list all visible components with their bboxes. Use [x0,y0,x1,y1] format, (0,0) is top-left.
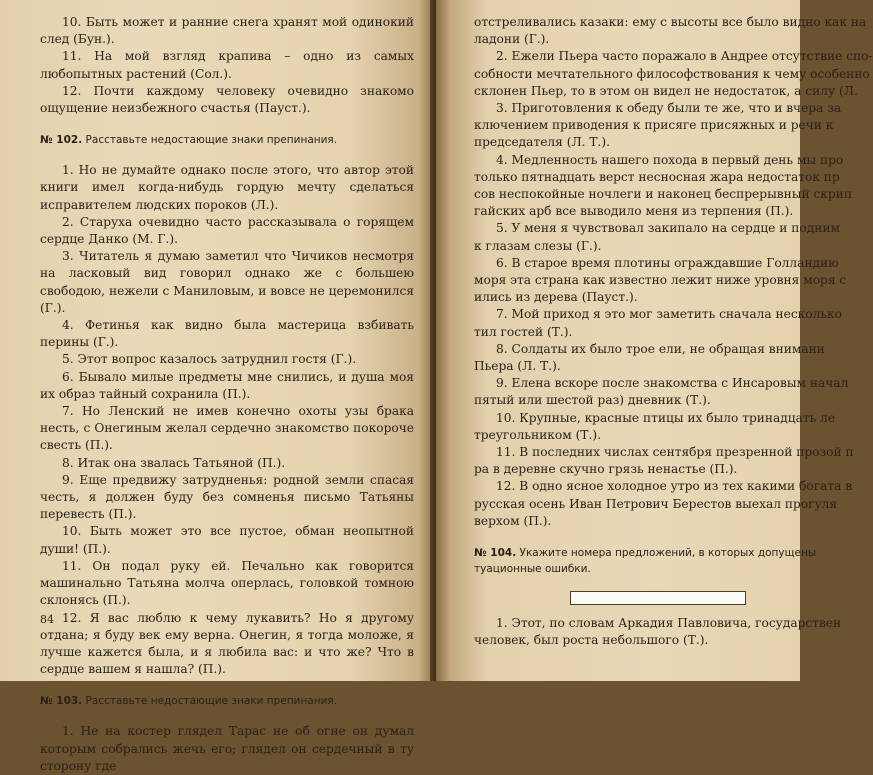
text-line: председателя (Л. Т.). [474,135,611,150]
exercise-item: 1. Но не думайте однако после этого, что автор этой книги имел когда-нибудь гордую мечту сделаться исправителем людских пороков (Л.). [40,163,414,212]
exercise-item [474,615,842,649]
text-line: 11. В последних числах сентября презренной прозой п [496,445,854,460]
text-line: моря эта страна как известно лежит ниже уровня моря с [474,273,847,288]
exercise-item [474,306,842,340]
left-page [0,0,436,773]
exercise-item: 9. Еще предвижу затрудненья: родной земли спасая честь, я должен буду без сомненья письмо Татьяны перевесть (П.). [40,472,414,522]
exercise-102-heading [40,132,414,148]
redacted-box [570,591,746,605]
exercise-item [474,152,852,221]
text-line: 4. Медленность нашего похода в первый день мы про [496,152,844,167]
exercise-item: 11. Он подал руку ей. Печально как говорится машинально Татьяна молча оперлась, головкой томною склонясь (П.). [40,558,414,608]
exercise-104-items [474,615,842,649]
paragraph: 10. Быть может и ранние снега хранят мой одинокий след (Бун.). [40,15,414,47]
exercise-item [474,100,842,152]
exercise-item: 10. Быть может это все пустое, обман неопытной души! (П.). [40,524,414,556]
exercise-item: 5. Этот вопрос казалось затруднил гостя (Г.). [62,352,357,367]
text-line: отстреливались казаки: ему с высоты все было видно как на [474,15,867,29]
paragraph: 11. На мой взгляд крапива – одно из самых любопытных растений (Сол.). [40,49,414,81]
exercise-item: 2. Старуха очевидно часто рассказывала о горящем сердце Данко (М. Г.). [40,214,414,247]
exercise-item: 4. Фетинья как видно была мастерица взбивать перины (Г.). [40,318,414,350]
text-line: 2. Ежели Пьера часто поражало в Андрее отсутствие спо- [496,49,873,64]
text-line: ключением приводения к присяге присяжных и речи к [474,118,834,133]
text-line: 1. Этот, по словам Аркадия Павловича, государствен [496,616,842,631]
exercise-102-items [40,162,414,678]
exercise-item: 8. Итак она звалась Татьяной (П.). [62,455,286,470]
exercise-104-heading [474,545,817,577]
exercise-item [474,220,840,254]
text-line: 5. У меня я чувствовал закипало на сердце и подним [496,221,840,236]
text-line: 8. Солдаты их было трое ели, не обращая внимани [496,341,825,356]
right-page [436,0,873,681]
exercise-103-items [40,723,414,775]
text-line: треугольником (Т.). [474,427,601,442]
exercise-item [474,341,825,375]
exercise-item: 3. Читатель я думаю заметил что Чичиков несмотря на ласковый вид говорил однако же с большею свободою, нежели с Маниловым, и вовсе не церемонился (Г.). [40,249,414,315]
text-line: 10. Крупные, красные птицы их было тринадцать ле [496,410,836,425]
text-line: пятый или шестой раз) дневник (Т.). [474,393,711,408]
exercise-103-heading [40,693,414,709]
exercise-item [474,410,836,444]
exercise-number: № 103. [40,695,83,708]
text-line: тил гостей (Т.). [474,324,573,339]
text-line: 7. Мой приход я это мог заметить сначала несколько [496,307,842,322]
exercise-item: 6. Бывало милые предметы мне снились, и душа моя их образ тайный сохранила (П.). [40,369,414,401]
text-line: только пятнадцать верст несносная жара недостаток пр [474,169,840,184]
exercise-item [474,478,853,530]
continued-text [474,14,867,48]
text-line: русская осень Иван Петрович Берестов выехал прогуля [474,496,838,511]
text-line: склонен Пьер, то в этом он видел не недостаток, а силу (Л. [474,83,858,98]
exercise-item: 12. Я вас люблю к чему лукавить? Но я другому отдана; я буду век ему верна. Онегин, я тогда моложе, я лучше кажется была, и я любила вас: и что же? Что в сердце вашем я нашла? (П.). [40,610,414,677]
exercise-instruction: Укажите номера предложений, в которых допущены [519,547,817,560]
exercise-item [474,444,854,478]
page-number: 84 [40,613,54,626]
exercise-item [474,255,847,307]
exercise-item: 1. Не на костер глядел Тарас не об огне он думал которым собрались жечь его; глядел он сердечный в ту сторону где [40,724,414,773]
exercise-items [474,48,873,530]
exercise-instruction: Расставьте недостающие знаки препинания. [85,134,338,147]
text-line: верхом (П.). [474,513,552,528]
text-line: 6. В старое время плотины ограждавшие Голландию [496,255,839,270]
text-line: человек, был роста небольшого (Т.). [474,633,709,648]
text-line: 9. Елена вскоре после знакомства с Инсаровым начал [496,376,849,391]
text-line: гайских арб все выводило меня из терпения (П.). [474,204,794,219]
text-line: ра в деревне скучно грязь ненастье (П.). [474,462,738,477]
exercise-instruction: Расставьте недостающие знаки препинания. [85,695,338,708]
exercise-item: 7. Но Ленский не имев конечно охоты узы брака несть, с Онегиным желал сердечно знакомство покороче свесть (П.). [40,404,414,453]
text-line: 12. В одно ясное холодное утро из тех какими богата в [496,479,853,494]
text-line: ились из дерева (Пауст.). [474,290,638,305]
top-paragraphs [40,14,414,117]
text-line: 3. Приготовления к обеду были те же, что и вчера за [496,101,842,116]
text-line: ладони (Г.). [474,32,550,47]
text-line: Пьера (Л. Т.). [474,359,561,374]
exercise-instruction: туационные ошибки. [474,563,591,576]
paragraph: 12. Почти каждому человеку очевидно знакомо ощущение неизбежного счастья (Пауст.). [40,83,414,116]
text-line: сов неспокойные ночлеги и наконец беспрерывный скрип [474,187,852,202]
exercise-item [474,375,849,409]
exercise-number: № 102. [40,134,83,147]
exercise-number: № 104. [474,547,517,560]
text-line: собности мечтательного философствования к чему особенно [474,66,870,81]
text-line: к глазам слезы (Г.). [474,238,602,253]
exercise-item [474,48,873,100]
